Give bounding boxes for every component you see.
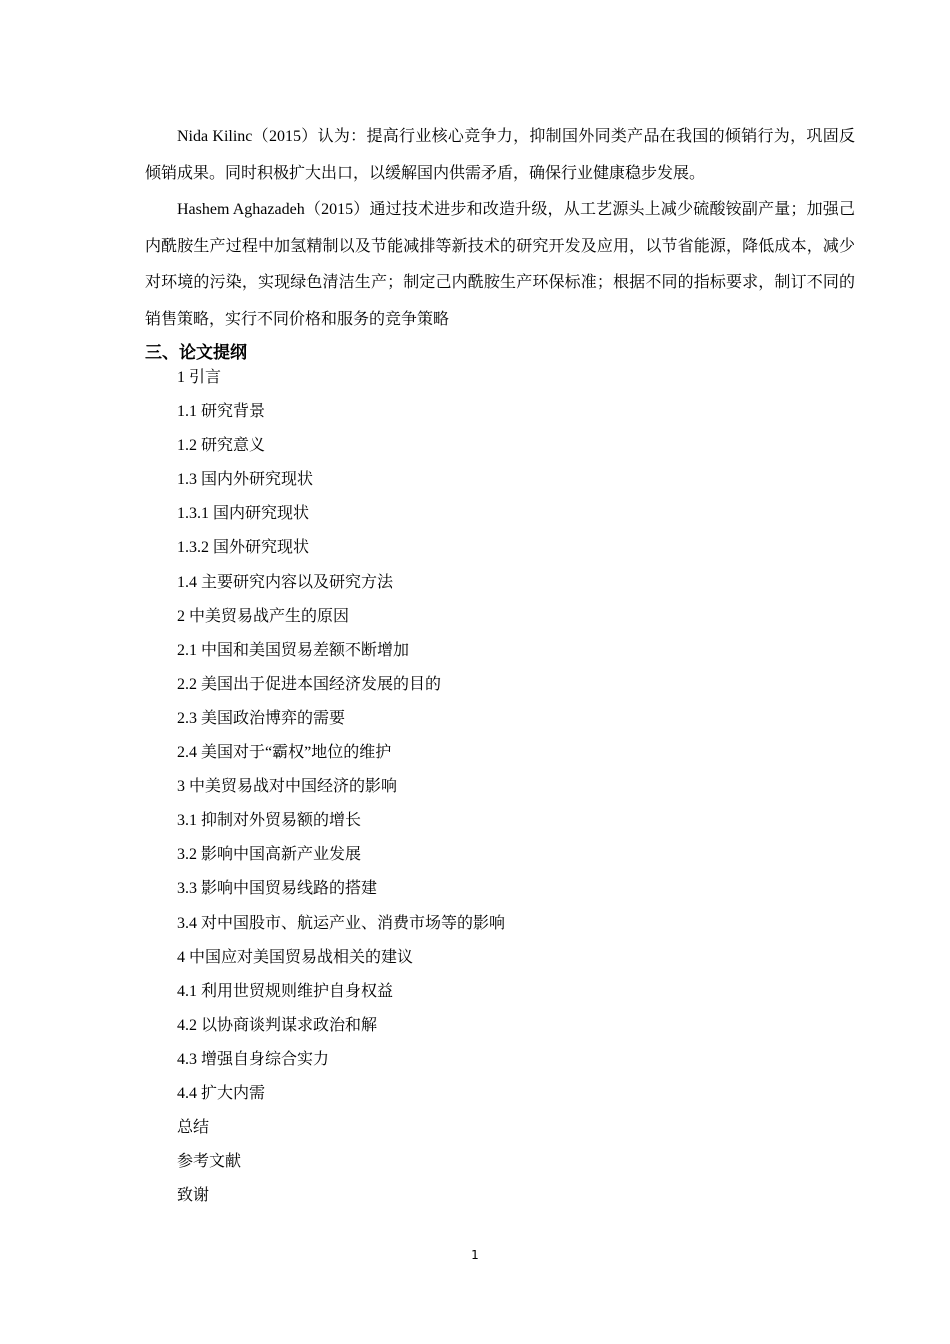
outline-item: 致谢: [177, 1187, 210, 1205]
outline-item: 2.4 美国对于“霸权”地位的维护: [177, 744, 392, 762]
outline-item: 总结: [177, 1119, 210, 1137]
outline-item: 4.2 以协商谈判谋求政治和解: [177, 1016, 378, 1034]
page-number: 1: [471, 1248, 479, 1262]
outline-item: 1.3.2 国外研究现状: [177, 539, 310, 557]
outline-item: 3 中美贸易战对中国经济的影响: [177, 778, 398, 796]
outline-item: 2.2 美国出于促进本国经济发展的目的: [177, 675, 442, 693]
outline-item: 4.1 利用世贸规则维护自身权益: [177, 982, 394, 1000]
outline-item: 1 引言: [177, 369, 222, 386]
outline-item: 4.3 增强自身综合实力: [177, 1050, 330, 1068]
outline-item: 1.3 国内外研究现状: [177, 471, 314, 489]
outline-item: 3.4 对中国股市、航运产业、消费市场等的影响: [177, 914, 506, 932]
outline-item: 1.1 研究背景: [177, 403, 266, 421]
outline-item: 3.3 影响中国贸易线路的搭建: [177, 880, 378, 898]
paragraph-kilinc: Nida Kilinc（2015）认为：提高行业核心竞争力，抑制国外同类产品在我国的倾销行为，巩固反倾销成果。同时积极扩大出口，以缓解国内供需矛盾，确保行业健康稳步发展。: [145, 128, 855, 182]
outline-item: 2.1 中国和美国贸易差额不断增加: [177, 641, 410, 659]
outline-item: 2.3 美国政治博弈的需要: [177, 709, 346, 727]
paragraph-aghazadeh: Hashem Aghazadeh（2015）通过技术进步和改造升级，从工艺源头上减少硫酸铵副产量；加强己内酰胺生产过程中加氢精制以及节能减排等新技术的研究开发及应用，以节省能源，降低成本，减少对环境的污染，实现绿色清洁生产；制定己内酰胺生产环保标准；根据不同的指标要求，制订不同的销售策略，实行不同价格和服务的竞争策略: [145, 201, 855, 328]
outline-item: 3.1 抑制对外贸易额的增长: [177, 812, 362, 830]
outline-item: 1.3.1 国内研究现状: [177, 505, 310, 523]
outline-item: 参考文献: [177, 1153, 242, 1171]
section-heading-outline: 三、论文提纲: [145, 343, 247, 363]
outline-item: 1.4 主要研究内容以及研究方法: [177, 573, 394, 591]
outline-list: [177, 365, 505, 1217]
outline-item: 4.4 扩大内需: [177, 1084, 266, 1102]
outline-item: 2 中美贸易战产生的原因: [177, 607, 350, 625]
outline-item: 3.2 影响中国高新产业发展: [177, 846, 362, 864]
outline-item: 1.2 研究意义: [177, 437, 266, 455]
outline-item: 4 中国应对美国贸易战相关的建议: [177, 948, 414, 966]
